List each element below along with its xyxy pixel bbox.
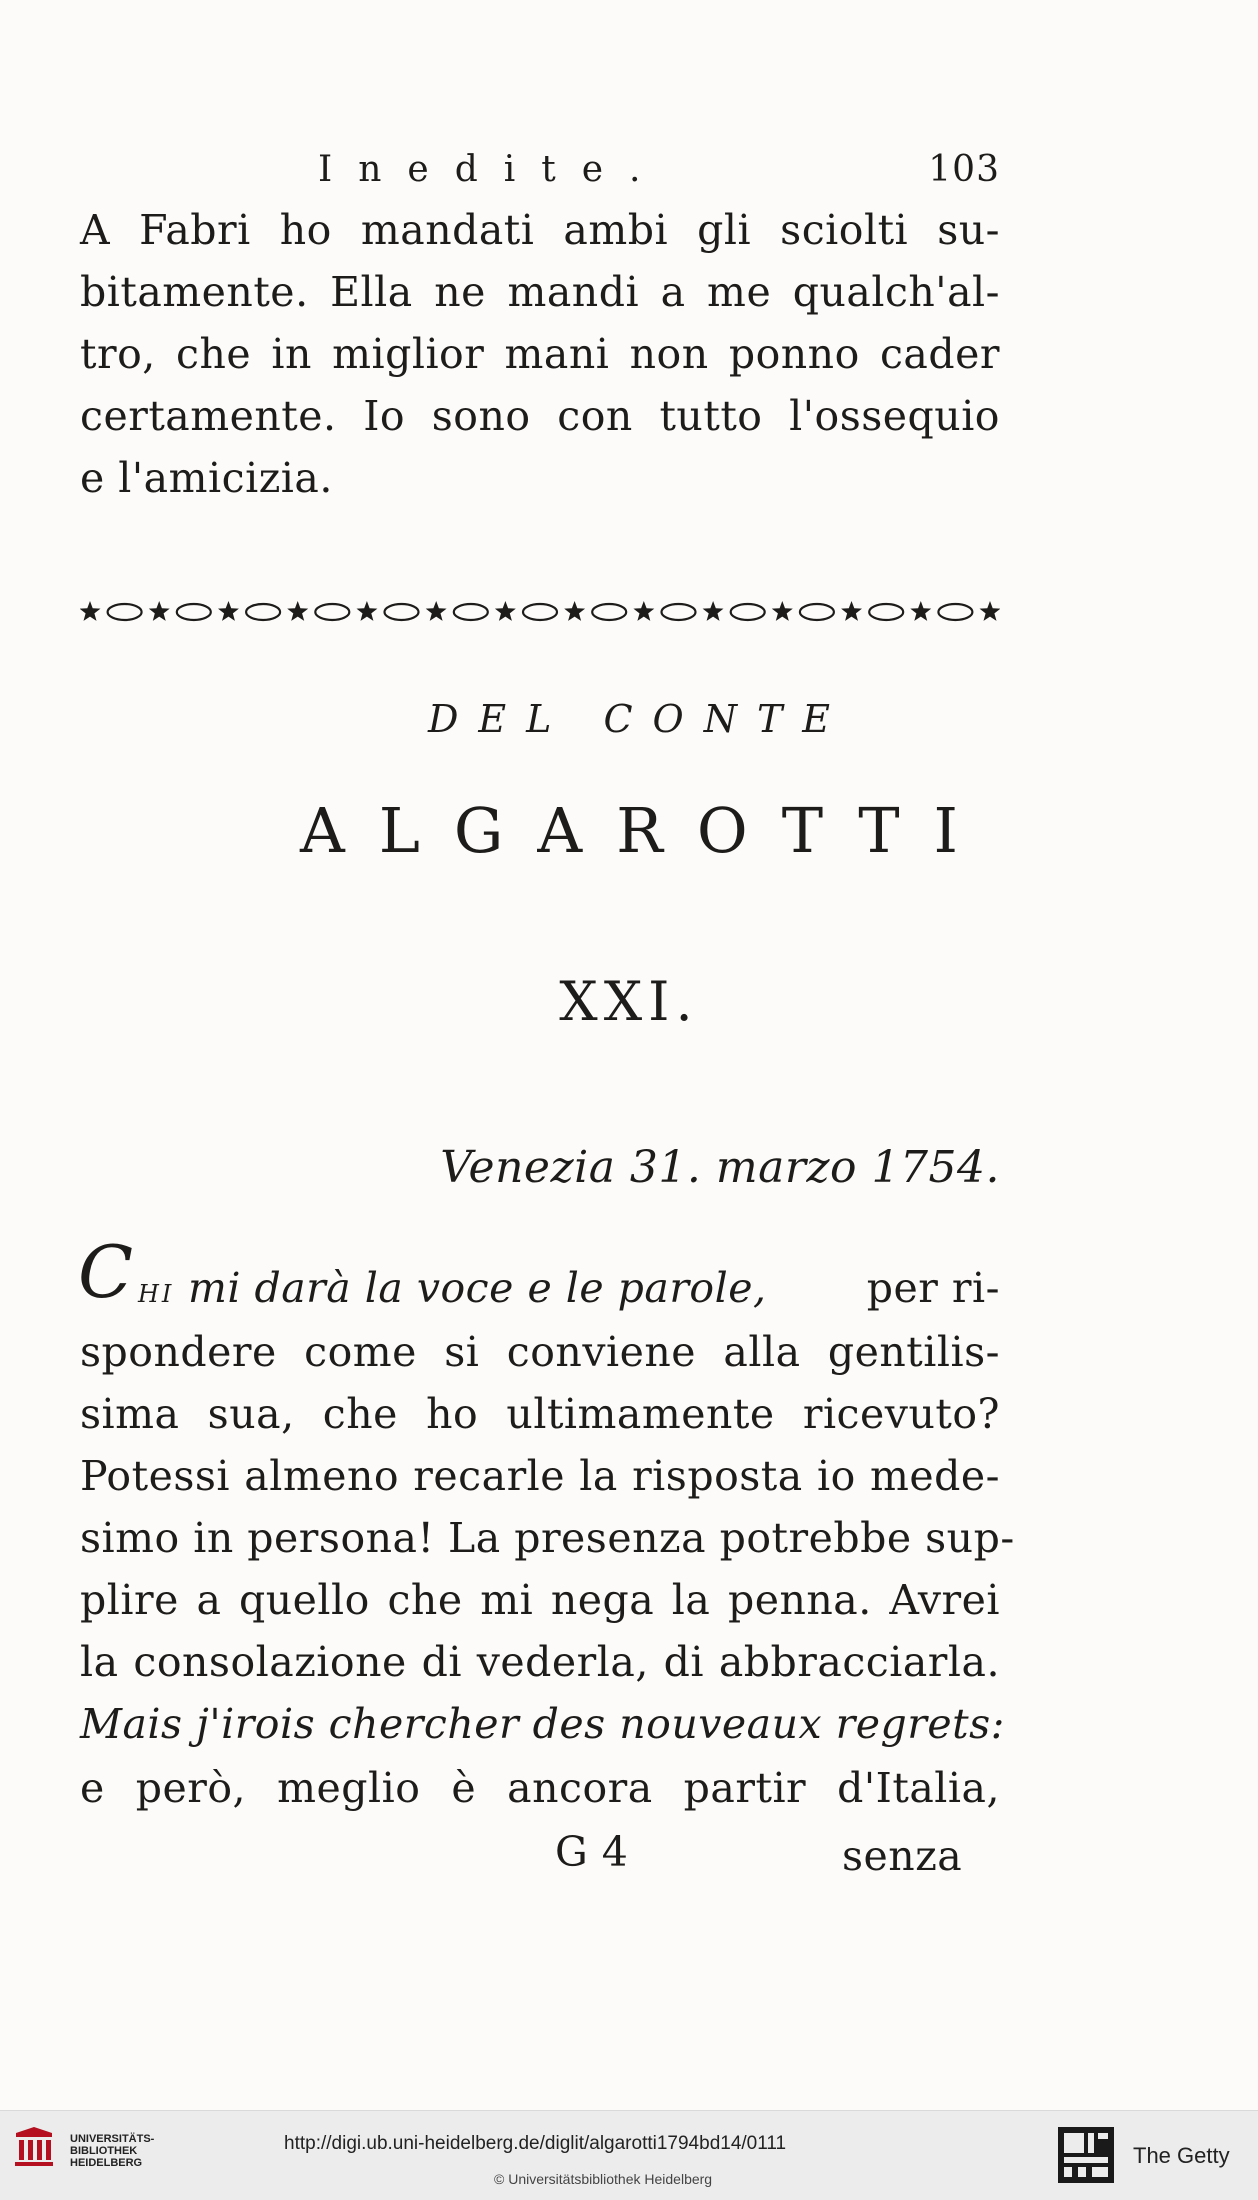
- ornament-lozenge: [523, 604, 557, 620]
- ornament-lozenge: [662, 604, 696, 620]
- ornament-star: [218, 601, 239, 621]
- ornament-star: [357, 601, 378, 621]
- ornament-divider: [80, 590, 1000, 634]
- university-library-logo-icon: [12, 2125, 56, 2169]
- italic-quote: mi darà la voce e le parole,: [174, 1264, 767, 1312]
- catchword: senza: [842, 1832, 963, 1880]
- ornament-lozenge: [731, 604, 765, 620]
- ornament-lozenge: [592, 604, 626, 620]
- ornament-star: [495, 601, 516, 621]
- text-line: Potessi almeno recarle la risposta io mede-: [80, 1452, 1000, 1500]
- ornament-star: [910, 601, 931, 621]
- text-line: e però, meglio è ancora partir d'Italia,: [80, 1764, 1000, 1812]
- ornament-lozenge: [246, 604, 280, 620]
- ornament-star: [703, 601, 724, 621]
- getty-logo-icon: [1058, 2127, 1114, 2183]
- ornament-star: [980, 601, 1001, 621]
- text-line: la consolazione di vederla, di abbracciarla.: [80, 1638, 1000, 1686]
- italic-french-line: Mais j'irois chercher des nouveaux regrets:: [80, 1700, 1005, 1748]
- first-line-rest: per ri-: [866, 1264, 1000, 1312]
- running-header: [318, 149, 1000, 190]
- ornament-lozenge: [938, 604, 972, 620]
- text-line: plire a quello che mi nega la penna. Avrei: [80, 1576, 1000, 1624]
- text-line: e l'amicizia.: [80, 454, 333, 502]
- ornament-star: [772, 601, 793, 621]
- letter-first-line: [138, 1264, 1000, 1312]
- library-name-line: BIBLIOTHEK: [70, 2145, 138, 2157]
- text-line: simo in persona! La presenza potrebbe sup-: [80, 1514, 1015, 1562]
- ornament-star: [841, 601, 862, 621]
- ornament-lozenge: [454, 604, 488, 620]
- copyright-notice: © Universitätsbibliothek Heidelberg: [494, 2171, 713, 2187]
- signature-mark: G 4: [555, 1828, 629, 1876]
- heading-del-conte: DEL CONTE: [427, 697, 851, 741]
- ornament-lozenge: [315, 604, 349, 620]
- dateline: Venezia 31. marzo 1754.: [440, 1142, 1000, 1193]
- ornament-lozenge: [108, 604, 142, 620]
- permalink-url[interactable]: http://digi.ub.uni-heidelberg.de/diglit/algarotti1794bd14/0111: [284, 2133, 787, 2154]
- ornament-lozenge: [177, 604, 211, 620]
- page-number: 103: [928, 149, 1000, 190]
- getty-label: The Getty: [1133, 2143, 1230, 2168]
- drop-cap: C: [78, 1230, 134, 1314]
- ornament-star: [287, 601, 308, 621]
- library-name-line: HEIDELBERG: [70, 2157, 143, 2169]
- ornament-star: [633, 601, 654, 621]
- text-line: certamente. Io sono con tutto l'ossequio: [80, 392, 1000, 440]
- ornament-lozenge: [385, 604, 419, 620]
- ornament-star: [149, 601, 170, 621]
- text-line: sima sua, che ho ultimamente ricevuto?: [80, 1390, 1000, 1438]
- letter-number: XXI.: [559, 970, 699, 1033]
- ornament-star: [564, 601, 585, 621]
- ornament-lozenge: [800, 604, 834, 620]
- running-title: Inedite.: [318, 149, 667, 190]
- text-line: tro, che in miglior mani non ponno cader: [80, 330, 1000, 378]
- ornament-lozenge: [869, 604, 903, 620]
- text-line: A Fabri ho mandati ambi gli sciolti su-: [80, 206, 1000, 254]
- heading-author: ALGAROTTI: [299, 794, 993, 867]
- small-caps-start: HI: [138, 1280, 175, 1308]
- text-line: spondere come si conviene alla gentilis-: [80, 1328, 1000, 1376]
- library-name-line: UNIVERSITÄTS-: [70, 2133, 155, 2145]
- viewer-footer: [0, 2110, 1258, 2200]
- ornament-star: [80, 601, 101, 621]
- library-name: [70, 2133, 154, 2169]
- ornament-star: [426, 601, 447, 621]
- text-line: bitamente. Ella ne mandi a me qualch'al-: [80, 268, 1000, 316]
